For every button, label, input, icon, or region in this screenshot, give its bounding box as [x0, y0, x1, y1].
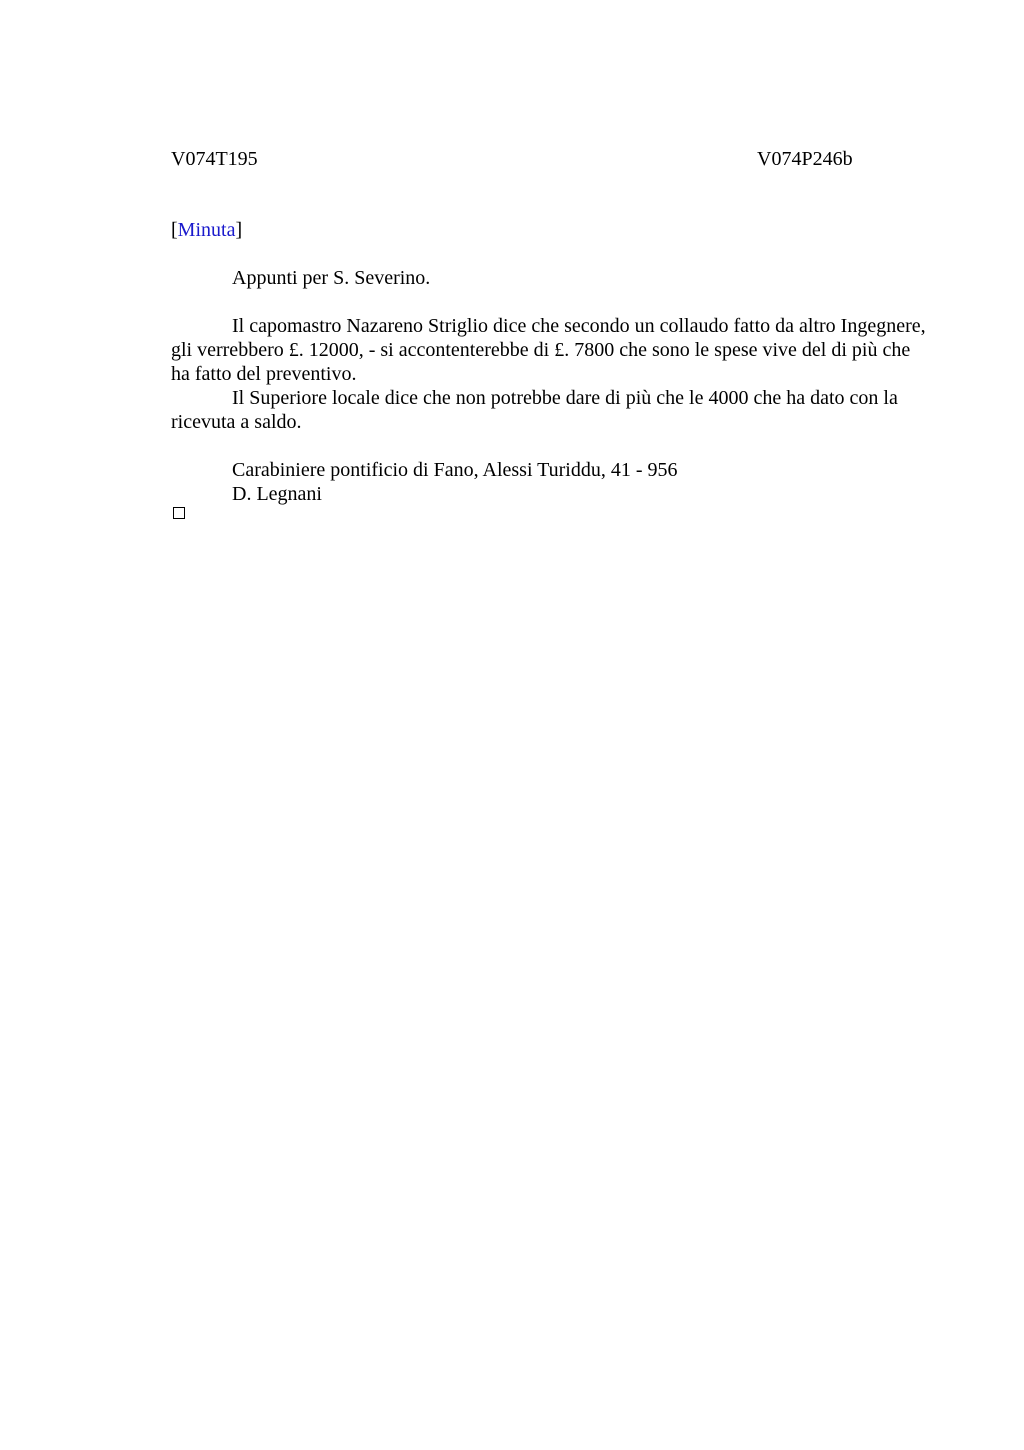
paragraph-capomastro: Il capomastro Nazareno Striglio dice che secondo un collaudo fatto da altro Ingegnere, gli verrebbero £. 12000, - si accontenterebbe di £. 7800 che sono le spese vive del di più che ha fatto del preventivo. [171, 315, 926, 385]
document-code-right: V074P246b [757, 148, 853, 170]
document-body [171, 266, 931, 506]
spacer [171, 290, 931, 314]
notes-heading: Appunti per S. Severino. [232, 267, 431, 289]
line-carabiniere: Carabiniere pontificio di Fano, Alessi Turiddu, 41 - 956 [232, 459, 678, 481]
empty-square-icon [173, 507, 185, 519]
spacer [171, 434, 931, 458]
close-bracket: ] [235, 219, 243, 241]
document-code-left: V074T195 [171, 148, 258, 170]
minuta-link[interactable]: Minuta [177, 219, 236, 241]
label-line [171, 218, 242, 242]
open-bracket: [ [171, 219, 178, 241]
paragraph-superiore: Il Superiore locale dice che non potrebbe dare di più che le 4000 che ha dato con la ricevuta a saldo. [171, 387, 898, 433]
line-signature: D. Legnani [232, 483, 322, 505]
